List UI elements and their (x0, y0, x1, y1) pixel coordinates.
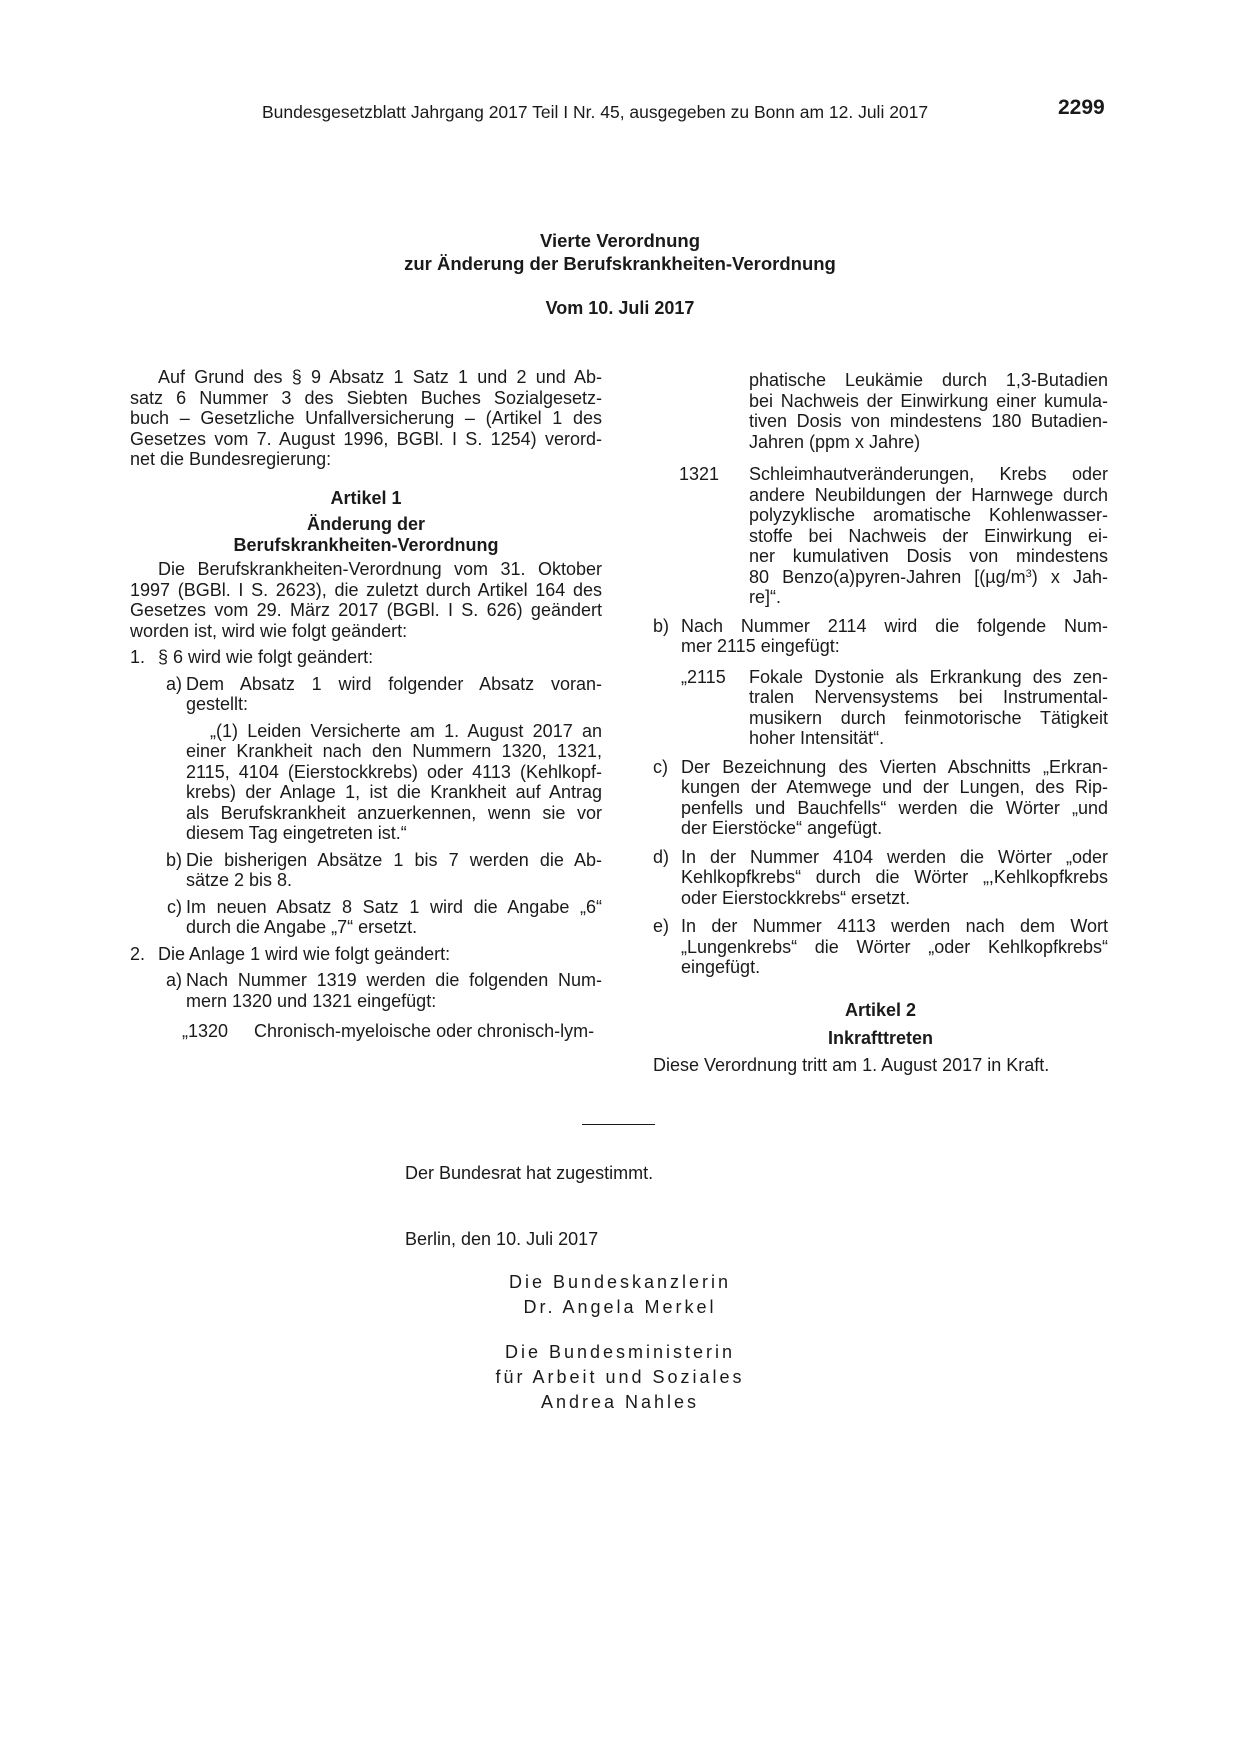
article-2-subheading: Inkrafttreten (827, 1028, 934, 1048)
item-text: § 6 wird wie folgt geändert: (158, 647, 374, 667)
preamble (130, 367, 602, 470)
entry-line: re]“. (749, 587, 782, 607)
quote-line: einer Krankheit nach den Nummern 1320, 1321, (186, 741, 602, 761)
item-label: b) (653, 615, 670, 636)
preamble-line: satz 6 Nummer 3 des Siebten Buches Sozialgesetz- (130, 387, 602, 408)
article-1-intro (130, 559, 602, 641)
item-line: oder Eierstockkrebs“ ersetzt. (681, 887, 911, 908)
signatory-title: Die Bundeskanzlerin (508, 1272, 732, 1292)
item-line: In der Nummer 4113 werden nach dem Wort (681, 916, 1108, 936)
intro-line: Die Berufskrankheiten-Verordnung vom 31. Oktober (158, 559, 602, 579)
item-label: b) (165, 849, 182, 870)
intro-line: 1997 (BGBl. I S. 2623), die zuletzt durch Artikel 164 des (130, 579, 602, 600)
entry-line-part: ) x Jah- (1031, 566, 1108, 587)
superscript: 3 (1025, 567, 1032, 580)
entry-text (749, 667, 1108, 749)
entry-line: phatische Leukämie durch 1,3-Butadien (749, 370, 1108, 390)
item-line: der Eierstöcke“ angefügt. (681, 818, 883, 838)
item-text (681, 616, 1108, 657)
quote-line: „(1) Leiden Versicherte am 1. August 2017 an (210, 720, 602, 741)
quote-line: diesem Tag eingetreten ist.“ (186, 823, 407, 843)
item-label: a) (165, 673, 182, 694)
item-label: c) (167, 896, 182, 917)
article-1-heading: Artikel 1 (330, 487, 402, 508)
quote-line: krebs) der Anlage 1, ist die Krankheit auf Antrag (186, 782, 602, 802)
item-2a (158, 970, 602, 1011)
signature-block-minister (420, 1340, 820, 1415)
item-line: Die bisherigen Absätze 1 bis 7 werden die Ab- (186, 849, 602, 870)
item-2e (653, 916, 1108, 978)
item-line: Der Bezeichnung des Vierten Abschnitts „Erkran- (681, 756, 1108, 777)
quote-line: 2115, 4104 (Eierstockkrebs) oder 4113 (Kehlkopf- (186, 761, 602, 782)
entry-line: musikern durch feinmotorische Tätigkeit (749, 707, 1108, 728)
article-1-subheading (130, 514, 602, 555)
preamble-line: net die Bundesregierung: (130, 449, 332, 469)
item-line: In der Nummer 4104 werden die Wörter „oder (681, 846, 1108, 867)
signature-block-chancellor (420, 1270, 820, 1320)
item-2c (653, 757, 1108, 839)
item-label: a) (165, 970, 182, 990)
item-label: 2. (130, 943, 146, 964)
item-line: eingefügt. (681, 957, 761, 977)
entry-line: polyzyklische aromatische Kohlenwasser- (749, 505, 1108, 525)
item-text (186, 970, 602, 1011)
item-1 (130, 647, 602, 668)
place-and-date: Berlin, den 10. Juli 2017 (405, 1229, 599, 1249)
entry-1321 (653, 464, 1108, 608)
intro-line: Gesetzes vom 29. März 2017 (BGBl. I S. 626) geändert (130, 600, 602, 620)
entry-line: stoffe bei Nachweis der Einwirkung ei- (749, 525, 1108, 546)
entry-line: tiven Dosis von mindestens 180 Butadien- (749, 411, 1108, 431)
document-title (220, 229, 1020, 275)
preamble-line: Auf Grund des § 9 Absatz 1 Satz 1 und 2 und Ab- (158, 367, 602, 387)
signatory-name: Dr. Angela Merkel (523, 1297, 717, 1317)
entry-line: ner kumulativen Dosis von mindestens (749, 546, 1108, 566)
entry-text (749, 464, 1108, 608)
intro-line: worden ist, wird wie folgt geändert: (130, 620, 408, 641)
article-1-subheading-line: Änderung der (306, 514, 425, 534)
item-text (186, 850, 602, 891)
item-text: Die Anlage 1 wird wie folgt geändert: (158, 943, 451, 964)
quoted-paragraph (186, 721, 602, 844)
title-line-2: zur Änderung der Berufskrankheiten-Verordnung (404, 253, 836, 274)
item-label: 1. (130, 647, 146, 667)
entry-code: „2115 (681, 666, 726, 687)
item-line: Nach Nummer 1319 werden die folgenden Num- (186, 970, 602, 990)
entry-code: „1320 (182, 1021, 229, 1041)
entry-line: hoher Intensität“. (749, 728, 885, 748)
preamble-line: buch – Gesetzliche Unfallversicherung – (Artikel 1 des (130, 408, 602, 428)
right-column (653, 370, 1108, 1075)
item-line: Kehlkopfkrebs“ durch die Wörter „,Kehlkopfkrebs (681, 867, 1108, 887)
document-date: Vom 10. Juli 2017 (545, 298, 695, 318)
item-line: „Lungenkrebs“ die Wörter „oder Kehlkopfkrebs“ (681, 936, 1108, 957)
item-label: e) (653, 916, 670, 936)
entry-2115 (681, 667, 1108, 749)
entry-code: 1321 (679, 464, 720, 484)
entry-line: Jahren (ppm x Jahre) (749, 431, 921, 452)
signatory-title: Die Bundesministerin (504, 1342, 736, 1362)
item-2b (653, 616, 1108, 657)
item-text (186, 897, 602, 938)
entry-text: Chronisch-myeloische oder chronisch-lym- (254, 1021, 595, 1041)
entry-1320 (182, 1021, 602, 1042)
item-text (681, 847, 1108, 909)
running-head: Bundesgesetzblatt Jahrgang 2017 Teil I Nr. 45, ausgegeben zu Bonn am 12. Juli 2017 (262, 102, 929, 122)
item-1a (158, 674, 602, 715)
article-2-text: Diese Verordnung tritt am 1. August 2017 in Kraft. (653, 1054, 1050, 1075)
preamble-line: Gesetzes vom 7. August 1996, BGBl. I S. 1254) verord- (130, 428, 602, 449)
item-2 (130, 944, 602, 965)
item-label: d) (653, 846, 670, 867)
item-label: c) (653, 756, 668, 777)
item-line: sätze 2 bis 8. (186, 870, 293, 890)
item-text (186, 674, 602, 715)
item-line: kungen der Atemwege und der Lungen, des Rip- (681, 777, 1108, 797)
entry-line: Fokale Dystonie als Erkrankung des zen- (749, 666, 1108, 687)
signatory-name: Andrea Nahles (540, 1392, 700, 1412)
item-1c (158, 897, 602, 938)
left-column (130, 367, 602, 1042)
item-line: penfells und Bauchfells“ werden die Wörter „und (681, 797, 1108, 818)
item-line: mern 1320 und 1321 eingefügt: (186, 990, 437, 1011)
item-1b (158, 850, 602, 891)
item-line: mer 2115 eingefügt: (681, 636, 840, 656)
item-text (681, 757, 1108, 839)
item-line: Dem Absatz 1 wird folgender Absatz voran- (186, 673, 602, 694)
entry-line (749, 567, 1108, 588)
title-line-1: Vierte Verordnung (539, 230, 701, 251)
entry-line: bei Nachweis der Einwirkung einer kumula- (749, 390, 1108, 411)
entry-1320-continued (749, 370, 1108, 452)
item-line: Nach Nummer 2114 wird die folgende Num- (681, 615, 1108, 636)
article-2-heading: Artikel 2 (844, 999, 917, 1020)
bundesrat-consent: Der Bundesrat hat zugestimmt. (405, 1163, 654, 1183)
item-line: Im neuen Absatz 8 Satz 1 wird die Angabe „6“ (186, 896, 602, 917)
entry-line-part: 80 Benzo(a)pyren-Jahren [(µg/m (749, 566, 1026, 587)
item-text (681, 916, 1108, 978)
signatory-title: für Arbeit und Soziales (495, 1367, 745, 1387)
entry-line: tralen Nervensystems bei Instrumental- (749, 687, 1108, 707)
entry-line: andere Neubildungen der Harnwege durch (749, 484, 1108, 505)
item-2d (653, 847, 1108, 909)
entry-line: Schleimhautveränderungen, Krebs oder (749, 464, 1108, 484)
page-number: 2299 (1058, 96, 1105, 119)
article-1-subheading-line: Berufskrankheiten-Verordnung (233, 534, 499, 555)
item-line: gestellt: (186, 694, 249, 714)
separator-rule (582, 1124, 655, 1125)
quote-line: als Berufskrankheit anzuerkennen, wenn sie vor (186, 802, 602, 823)
item-line: durch die Angabe „7“ ersetzt. (186, 917, 418, 937)
